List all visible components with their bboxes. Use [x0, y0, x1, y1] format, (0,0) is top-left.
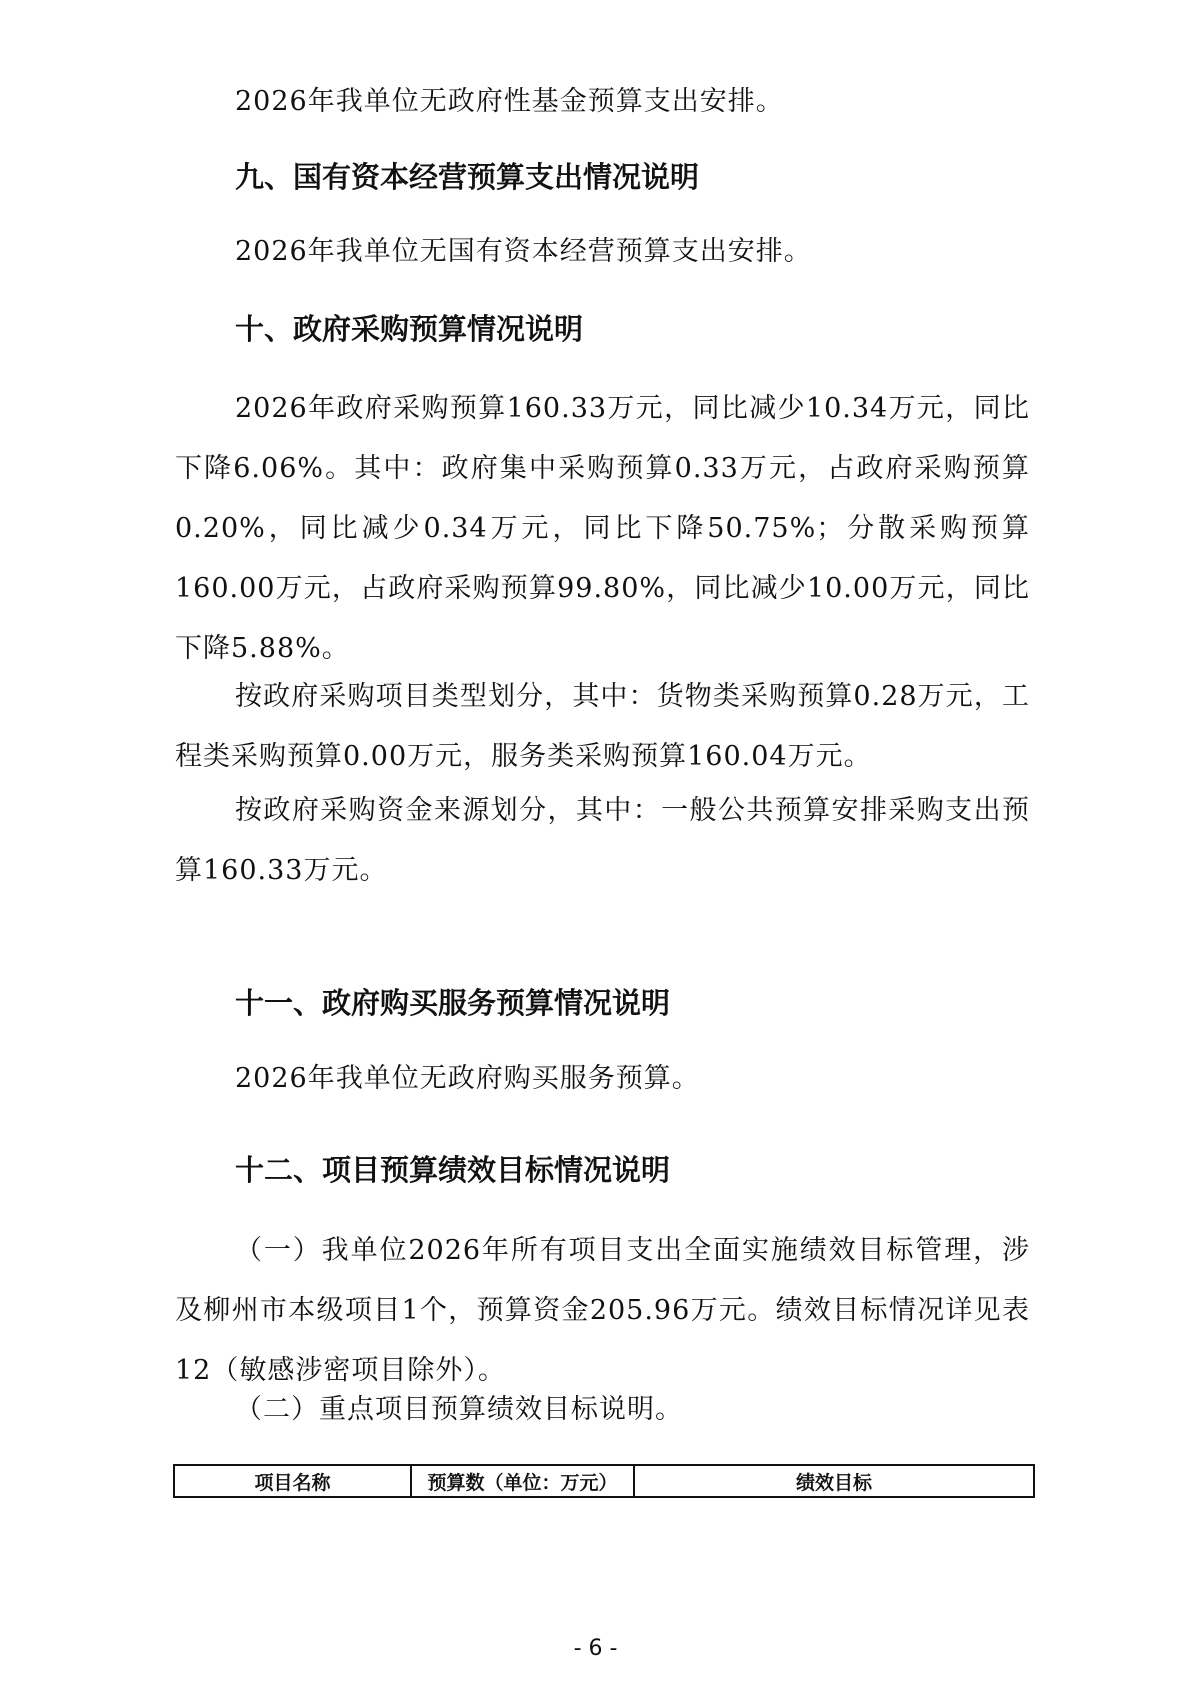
paragraph-gov-fund: 2026年我单位无政府性基金预算支出安排。	[235, 86, 784, 117]
paragraph-key-project-note: （二）重点项目预算绩效目标说明。	[235, 1394, 683, 1425]
table-header-row	[174, 1465, 1034, 1497]
column-header-budget: 预算数（单位：万元）	[411, 1465, 634, 1497]
heading-section-10: 十、政府采购预算情况说明	[235, 312, 584, 346]
heading-section-9: 九、国有资本经营预算支出情况说明	[235, 160, 700, 194]
paragraph-state-capital: 2026年我单位无国有资本经营预算支出安排。	[235, 236, 812, 267]
paragraph-performance-overview: （一）我单位2026年所有项目支出全面实施绩效目标管理，涉及柳州市本级项目1个，预算资金205.96万元。绩效目标情况详见表12（敏感涉密项目除外）。	[175, 1235, 1030, 1386]
project-performance-table	[173, 1464, 1035, 1498]
column-header-project-name: 项目名称	[174, 1465, 411, 1497]
paragraph-procurement-by-type: 按政府采购项目类型划分，其中：货物类采购预算0.28万元，工程类采购预算0.00万元，服务类采购预算160.04万元。	[175, 681, 1030, 772]
heading-section-12: 十二、项目预算绩效目标情况说明	[235, 1153, 671, 1187]
page-number: - 6 -	[573, 1636, 618, 1661]
paragraph-services: 2026年我单位无政府购买服务预算。	[235, 1063, 700, 1094]
heading-section-11: 十一、政府购买服务预算情况说明	[235, 986, 671, 1020]
paragraph-procurement-by-source: 按政府采购资金来源划分，其中：一般公共预算安排采购支出预算160.33万元。	[175, 795, 1030, 886]
column-header-performance-target: 绩效目标	[634, 1465, 1034, 1497]
paragraph-procurement-summary: 2026年政府采购预算160.33万元，同比减少10.34万元，同比下降6.06%。其中：政府集中采购预算0.33万元，占政府采购预算0.20%，同比减少0.34万元，同比下降50.75%；分散采购预算160.00万元，占政府采购预算99.80%，同比减少10.00万元，同比下降5.88%。	[175, 393, 1030, 664]
